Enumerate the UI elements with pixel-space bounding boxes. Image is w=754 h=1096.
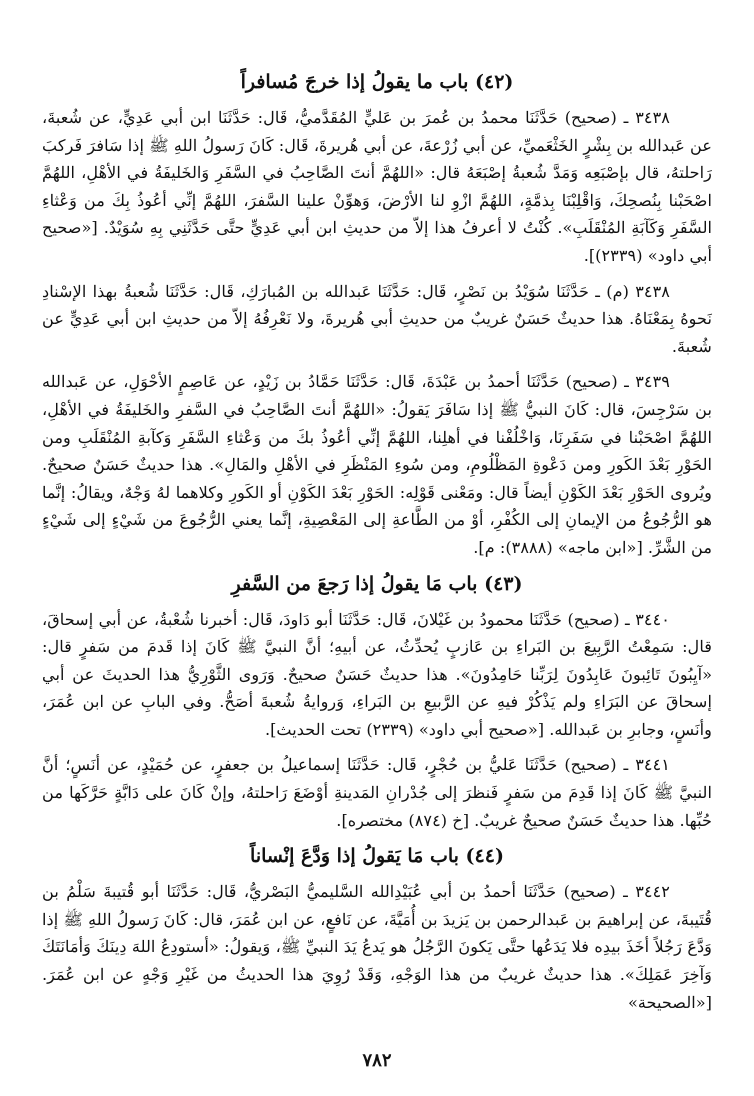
hadith-paragraph: ٣٤٣٨ (م) ـ حَدَّثَنَا سُوَيْدُ بن نَصْرٍ، قَال: حَدَّثَنَا عَبدالله بن المُبارَكِ، قَال: حَدَّثَنَا شُعبةُ بهذا الإسْنادِ نَحوهُ بِمَعْنَاهُ. هذا حديثٌ حَسَنٌ غريبٌ من حديثِ أبي هُريرةَ، ولا نَعْرِفُهُ إلاّ من حديثِ ابن أبي عَدِيٍّ عن شُعبةَ. [42, 281, 712, 356]
chapter-heading: (٤٣) باب مَا يقولُ إذا رَجعَ من السَّفرِ [231, 572, 523, 595]
chapter-heading: (٤٢) باب ما يقولُ إذا خرجَ مُسافراً [240, 71, 514, 93]
hadith-paragraph: ٣٤٣٩ ـ (صحيح) حَدَّثَنَا أحمدُ بن عَبْدَةَ، قَال: حَدَّثَنَا حَمَّادُ بن زَيْدٍ، عن عَاصِمٍ الأحْوَلِ، عن عَبدالله بن سَرْجِسَ، قال: كَانَ النبيُّ ﷺ إذا سَافَرَ يَقولُ: «اللهُمَّ أنتَ الصَّاحِبُ في السَّفرِ والخَليفَةُ في الأهْلِ، اللهُمَّ اصْحَبْنا في سَفَرِنَا، وَاخْلُفْنا في أهلِنا، اللهُمَّ إنِّي أعُوذُ بكَ من وَعْثاءِ السَّفَرِ وَكآبةِ المُنْقَلَبِ ومن الحَوْرِ بَعْدَ الكَورِ ومن دَعْوةِ المَظْلُومِ، ومن سُوءِ المَنْظَرِ في الأهْلِ والمَالِ». هذا حديثٌ حَسَنٌ صحيحٌ. ويُروى الحَوْرِ بَعْدَ الكَوْنِ أيضاً قال: ومَعْنى قَوْلِه: الحَوْرِ بَعْدَ الكَوْنِ أو الكَورِ وكلاهما لهُ وَجْهٌ، ويقالُ: إنَّما هو الرُّجُوعُ من الإيمانِ إلى الكُفْرِ، أوْ من الطَّاعةِ إلى المَعْصِيةِ، إنَّما يعني الرُّجُوعَ من شَيْءٍ إلى شَيْءٍ من الشَّرِّ. [«ابن ماجه» (٣٨٨٨): م]. [42, 372, 712, 557]
section-42 [42, 68, 712, 562]
chapter-heading: (٤٤) باب مَا يَقولُ إذا وَدَّعَ إنْساناً [250, 845, 504, 868]
section-43 [42, 570, 712, 835]
hadith-paragraph: ٣٤٤٢ ـ (صحيح) حَدَّثَنَا أحمدُ بن أبي عُبَيْدِالله السَّليميُّ البَصْريُّ، قَال: حَدَّثَنَا أبو قُتيبةَ سَلْمُ بن قُتَيبةَ، عن إبراهيمَ بن عَبدالرحمن بن يَزيدَ بن أُمَيَّةَ، عن نَافعٍ، عن ابن عُمَرَ، قال: كَانَ رَسولُ اللهِ ﷺ إذا وَدَّعَ رَجُلاً أخَذَ بيدِه فلا يَدَعُها حتَّى يَكونَ الرَّجُلُ هو يَدعُ يَدَ النبيِّ ﷺ، وَيقولُ: «أستودِعُ اللهَ دِينَكَ وَأمَانَتَكَ وَآخِرَ عَمَلِكَ». هذا حديثٌ غريبٌ من هذا الوَجْهِ، وَقَدْ رُوِيَ هذا الحديثُ من غَيْرِ وَجْهٍ عن ابن عُمَرَ. [«الصحيحة» [42, 882, 712, 1012]
hadith-paragraph: ٣٤٤٠ ـ (صحيح) حَدَّثَنَا محمودُ بن غَيْلانَ، قَال: حَدَّثَنَا أبو دَاودَ، قَال: أخبرنا شُعْبةُ، عن أبي إسحاقَ، قال: سَمِعْتُ الرَّبِيعَ بن البَراءِ بن عَازبٍ يُحدِّثُ، عن أبيهِ؛ أنَّ النبيَّ ﷺ كَانَ إذا قَدمَ من سَفرٍ قال: «آيِبُونَ تَائِبونَ عَابِدُونَ لِرَبِّنا حَامِدُونَ». هذا حديثٌ حَسَنٌ صحيحٌ. وَرَوى الثَّوْرِيُّ هذا الحديثَ عن أبي إسحاقَ عن البَرَاءِ ولم يَذْكُرْ فيهِ عن الرَّبيعِ بن البَراءِ، وَروايةُ شُعبةَ أصَحُّ. وفي البابِ عن ابن عُمَرَ، وأنَسٍ، وجابرِ بن عَبدالله. [«صحيح أبي داود» (٢٣٣٩) تحت الحديث]. [42, 609, 712, 739]
hadith-paragraph: ٣٤٣٨ ـ (صحيح) حَدَّثَنَا محمدُ بن عُمرَ بن عَليٍّ المُقَدَّميُّ، قَال: حَدَّثَنَا ابن أبي عَدِيٍّ، عن شُعبةَ، عن عَبدالله بن بِشْرٍ الخَثْعَميِّ، عن أبي زُرْعةَ، عن أبي هُريرةَ، قَال: كَانَ رَسولُ اللهِ ﷺ إذا سَافرَ فَركبَ رَاحلتهُ، قال بإصْبَعِه وَمَدَّ شُعبةُ إصْبَعَهُ قال: «اللهُمَّ أنتَ الصَّاحِبُ في السَّفَرِ وَالخَليفَةُ في الأهْلِ، اللهُمَّ اصْحَبْنا بِنُصحِكَ، وَاقْلِبْنَا بِذمَّةٍ، اللهُمَّ ازْوِ لنا الأرْضَ، وَهوِّنْ علينا السَّفرَ، اللهُمَّ إنِّي أعُوذُ بِكَ من وَعْثاءِ السَّفَرِ وَكَآبَةِ المُنْقَلَبِ». كُنْتُ لا أعرفُ هذا إلاّ من حديثِ ابن أبي عَدِيٍّ حتَّى حَدَّثَنِي بِهِ سُوَيْدٌ. [«صحيح أبي داود» (٢٣٣٩)]. [42, 108, 712, 265]
page-number: ٧٨٢ [362, 1050, 392, 1071]
section-44 [42, 842, 712, 1016]
hadith-paragraph: ٣٤٤١ ـ (صحيح) حَدَّثَنَا عَليُّ بن حُجْرٍ، قَال: حَدَّثَنَا إسماعيلُ بن جعفرٍ، عن حُمَيْدٍ، عن أنَسٍ؛ أنَّ النبيَّ ﷺ كَانَ إذا قَدِمَ من سَفرٍ فَنظرَ إلى جُدْرانِ المَدينةِ أوْضَعَ رَاحلتهُ، وإنْ كَانَ على دَابَّةٍ حَرَّكَها من حُبِّها. هذا حديثٌ حَسَنٌ صحيحٌ غريبٌ. [خ (٨٧٤) مختصره]. [42, 755, 712, 830]
